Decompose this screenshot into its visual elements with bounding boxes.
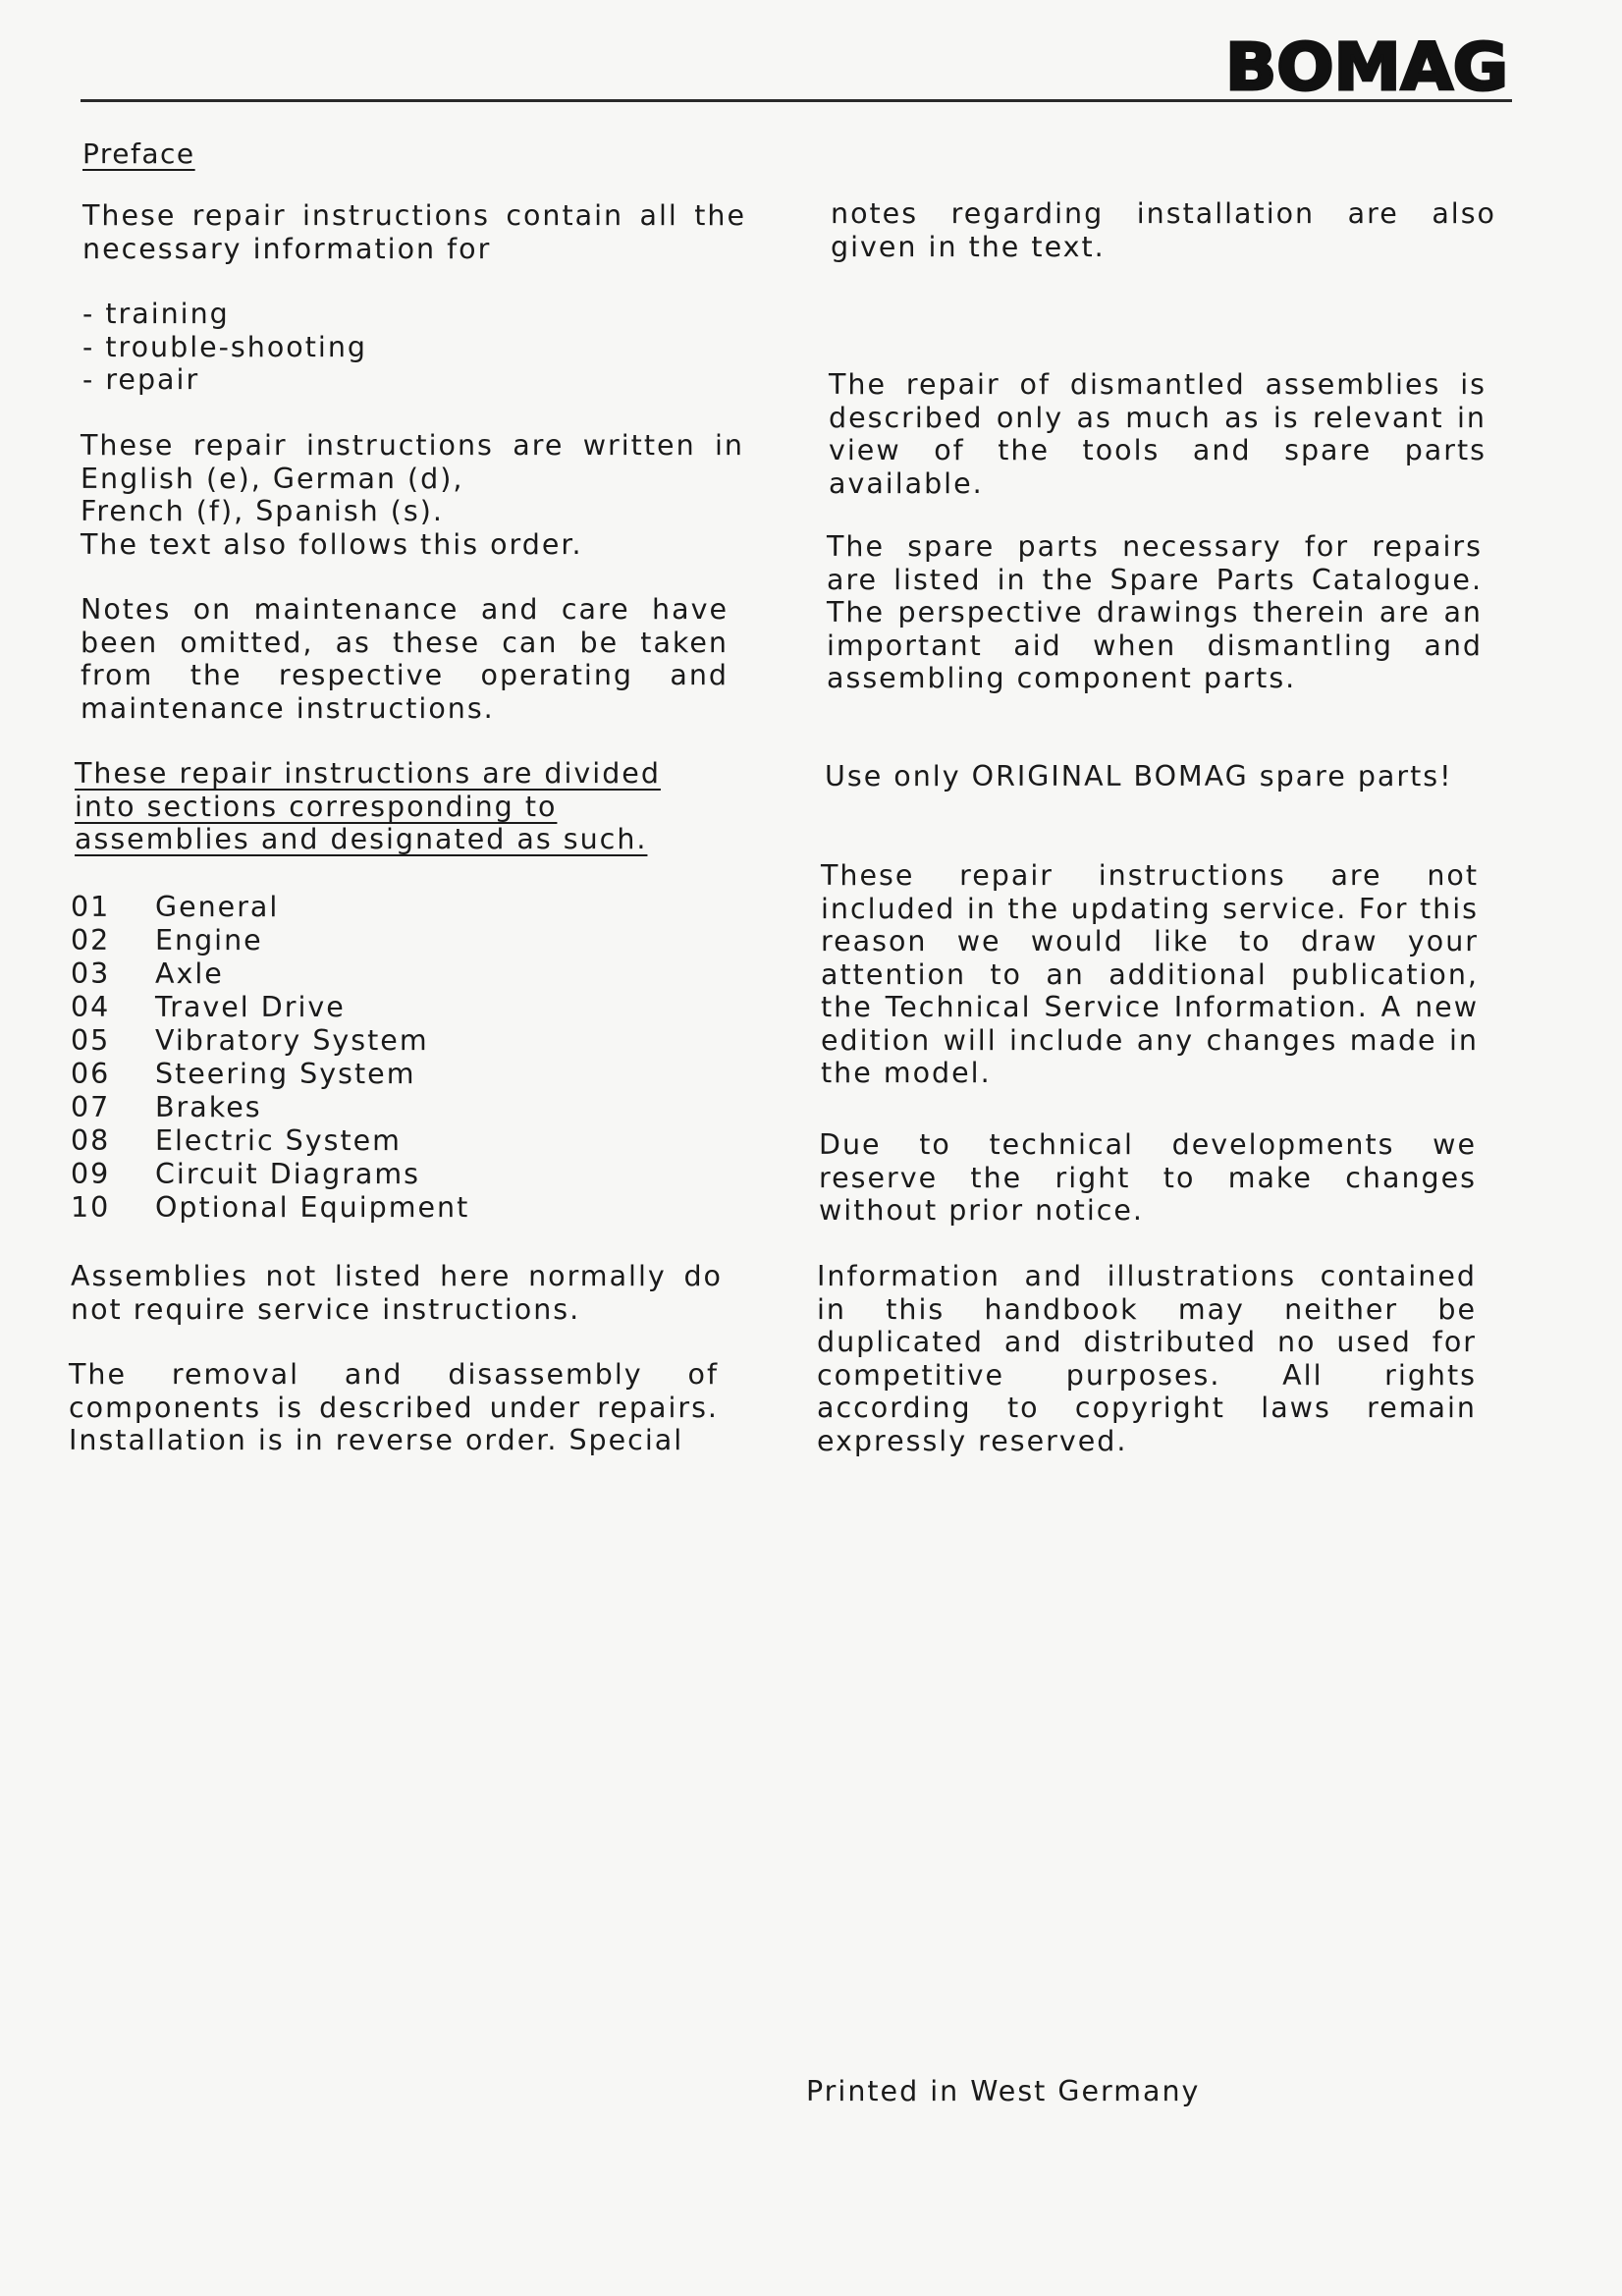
- section-label: Vibratory System: [155, 1024, 429, 1057]
- list-item: [71, 1091, 469, 1124]
- purpose-list: [82, 298, 746, 397]
- section-label: General: [155, 891, 280, 923]
- list-item: [71, 1024, 469, 1058]
- section-number: 08: [71, 1124, 111, 1157]
- updating-paragraph: These repair instructions are not included in the updating service. For this reason we would like to draw your attention to an additional publication, the Technical Service Information. A new edition will include any changes made in the model.: [821, 859, 1479, 1089]
- assemblies-paragraph: Assemblies not listed here normally do not require service instructions.: [71, 1260, 723, 1326]
- languages-paragraph: [81, 429, 744, 561]
- section-label: Axle: [155, 957, 224, 990]
- list-item: [71, 991, 469, 1024]
- section-label: Optional Equipment: [155, 1191, 470, 1224]
- section-label: Steering System: [155, 1058, 416, 1090]
- languages-line: French (f), Spanish (s).: [81, 495, 444, 527]
- section-number: 01: [71, 891, 111, 923]
- list-item: [71, 957, 469, 991]
- list-item: - repair: [82, 363, 746, 397]
- sections-intro: These repair instructions are divided into sections corresponding to assemblies and designated as such.: [75, 757, 661, 855]
- section-label: Brakes: [155, 1091, 262, 1123]
- spare-parts-paragraph: The spare parts necessary for repairs are listed in the Spare Parts Catalogue. The perspective drawings therein are an important aid when dismantling and assembling component parts.: [827, 530, 1483, 694]
- printed-notice: Printed in West Germany: [806, 2075, 1201, 2107]
- intro-paragraph: These repair instructions contain all the necessary information for: [82, 199, 746, 265]
- original-parts-notice: Use only ORIGINAL BOMAG spare parts!: [825, 760, 1453, 793]
- installation-notes-paragraph: notes regarding installation are also given in the text.: [831, 197, 1496, 263]
- list-item: [71, 891, 469, 924]
- section-label: Travel Drive: [155, 991, 346, 1023]
- removal-paragraph: The removal and disassembly of components is described under repairs. Installation is in reverse order. Special: [69, 1358, 719, 1456]
- bomag-logo: [1223, 33, 1510, 96]
- copyright-paragraph: Information and illustrations contained in this handbook may neither be duplicated and distributed no used for competitive purposes. All rights according to copyright laws remain expressly reserved.: [817, 1260, 1477, 1457]
- list-item: [71, 924, 469, 957]
- section-number: 06: [71, 1058, 111, 1090]
- section-number: 05: [71, 1024, 111, 1057]
- list-item: [71, 1058, 469, 1091]
- section-label: Circuit Diagrams: [155, 1158, 421, 1190]
- languages-line: English (e), German (d),: [81, 462, 464, 495]
- languages-line: The text also follows this order.: [81, 527, 583, 561]
- section-number: 10: [71, 1191, 111, 1224]
- page-title: Preface: [82, 137, 195, 170]
- section-number: 04: [71, 991, 111, 1023]
- list-item: - trouble-shooting: [82, 331, 746, 364]
- list-item: [71, 1158, 469, 1191]
- repair-paragraph: The repair of dismantled assemblies is described only as much as is relevant in view of the tools and spare parts available.: [829, 368, 1487, 500]
- list-item: - training: [82, 298, 746, 331]
- logo-text: BOMAG: [1225, 33, 1508, 96]
- sections-list: [71, 891, 469, 1225]
- list-item: [71, 1191, 469, 1225]
- section-number: 07: [71, 1091, 111, 1123]
- section-number: 09: [71, 1158, 111, 1190]
- languages-line: These repair instructions are written in: [81, 429, 744, 462]
- section-label: Electric System: [155, 1124, 402, 1157]
- developments-paragraph: Due to technical developments we reserve the right to make changes without prior notice.: [819, 1128, 1477, 1227]
- section-label: Engine: [155, 924, 263, 957]
- header-rule: [81, 99, 1512, 102]
- section-number: 03: [71, 957, 111, 990]
- notes-paragraph: Notes on maintenance and care have been omitted, as these can be taken from the respective operating and maintenance instructions.: [81, 593, 729, 725]
- list-item: [71, 1124, 469, 1158]
- section-number: 02: [71, 924, 111, 957]
